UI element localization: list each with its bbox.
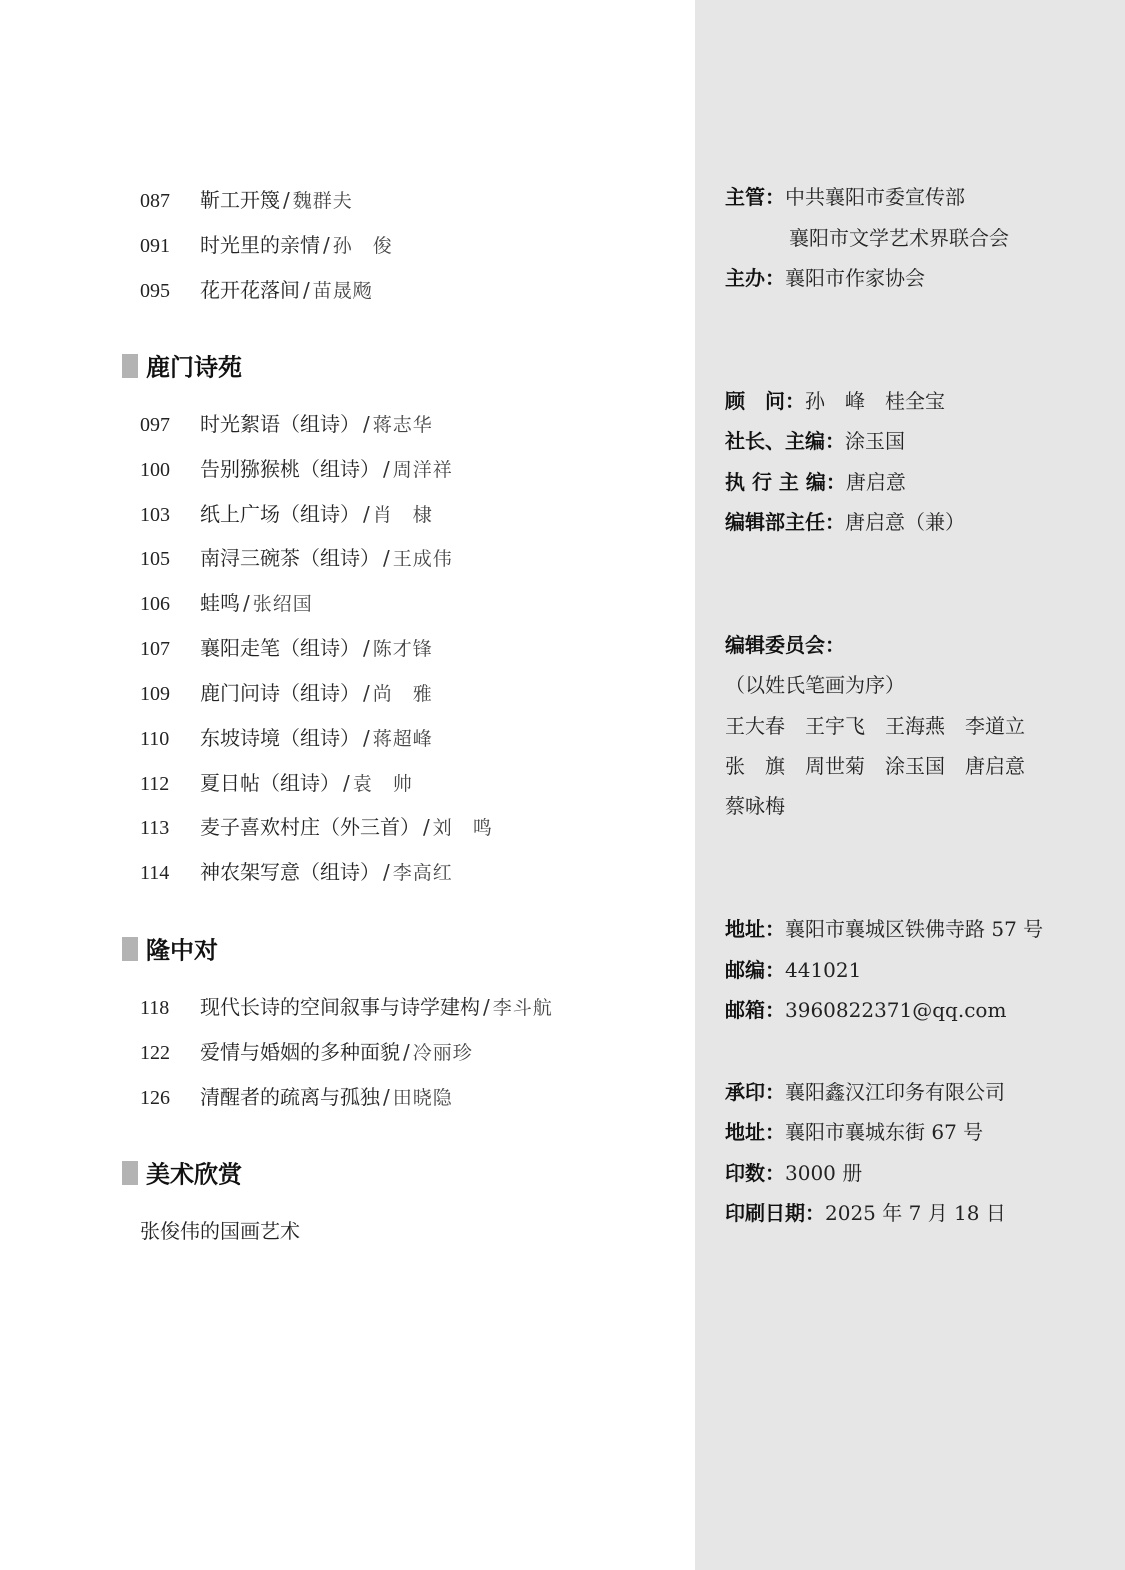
copies-label: 印数： — [725, 1161, 785, 1185]
entry-author: 王成伟 — [392, 548, 453, 570]
toc-entry — [140, 723, 433, 753]
printer-address-label: 地址： — [725, 1120, 785, 1144]
entry-author: 刘 鸣 — [432, 817, 493, 839]
entry-author: 冷丽珍 — [412, 1042, 473, 1064]
page-number: 097 — [140, 414, 170, 436]
committee-note-text: （以姓氏笔画为序） — [725, 673, 905, 697]
entry-title: 蛙鸣 — [200, 591, 240, 615]
entry-author: 蒋超峰 — [372, 728, 433, 750]
toc-entry — [140, 812, 493, 842]
entry-author: 周洋祥 — [392, 459, 453, 481]
separator: / — [363, 502, 370, 526]
committee-heading — [725, 630, 845, 660]
entry-title: 现代长诗的空间叙事与诗学建构 — [200, 995, 480, 1019]
entry-title: 襄阳走笔（组诗） — [200, 636, 360, 660]
separator: / — [343, 771, 350, 795]
postcode-line — [725, 955, 861, 985]
committee-member: 李道立 — [965, 714, 1025, 738]
page-number: 113 — [140, 817, 170, 839]
supervisor-value-2: 襄阳市文学艺术界联合会 — [789, 226, 1009, 250]
separator: / — [243, 591, 250, 615]
separator: / — [363, 636, 370, 660]
department-director-line — [725, 507, 965, 537]
sponsor-line — [725, 263, 925, 293]
page-number: 107 — [140, 638, 170, 660]
department-director-label: 编辑部主任： — [725, 510, 845, 534]
committee-member: 王大春 — [725, 714, 785, 738]
entry-title: 清醒者的疏离与孤独 — [200, 1085, 380, 1109]
email-line — [725, 995, 1006, 1025]
copies-line — [725, 1158, 862, 1188]
address-value: 襄阳市襄城区铁佛寺路 57 号 — [785, 917, 1044, 941]
page-number: 114 — [140, 862, 170, 884]
page-number: 109 — [140, 683, 170, 705]
toc-entry — [140, 499, 433, 529]
entry-author: 陈才锋 — [372, 638, 433, 660]
chief-editor-value: 涂玉国 — [845, 429, 905, 453]
toc-entry — [140, 275, 373, 305]
print-date-label: 印刷日期： — [725, 1201, 825, 1225]
committee-member: 张 旗 — [725, 754, 785, 778]
entry-title: 爱情与婚姻的多种面貌 — [200, 1040, 400, 1064]
advisor-value: 孙 峰 桂全宝 — [805, 389, 945, 413]
print-date-value: 2025 年 7 月 18 日 — [825, 1201, 1006, 1225]
entry-author: 苗晟飏 — [312, 280, 373, 302]
entry-author: 李斗航 — [492, 997, 553, 1019]
chief-editor-line — [725, 426, 905, 456]
entry-author: 蒋志华 — [372, 414, 433, 436]
executive-editor-label: 执 行 主 编： — [725, 470, 846, 494]
entry-author: 田晓隐 — [392, 1087, 453, 1109]
printer-label: 承印： — [725, 1080, 785, 1104]
section-title: 鹿门诗苑 — [146, 352, 242, 382]
chief-editor-label: 社长、主编： — [725, 429, 845, 453]
separator: / — [483, 995, 490, 1019]
separator: / — [383, 1085, 390, 1109]
entry-title: 花开花落间 — [200, 278, 300, 302]
toc-entry — [140, 185, 353, 215]
sponsor-value: 襄阳市作家协会 — [785, 266, 925, 290]
section-marker — [122, 354, 138, 378]
executive-editor-value: 唐启意 — [845, 470, 906, 494]
toc-entry — [140, 454, 453, 484]
toc-entry — [140, 1082, 453, 1112]
entry-author: 李高红 — [392, 862, 453, 884]
separator: / — [283, 188, 290, 212]
separator: / — [383, 860, 390, 884]
entry-title: 南浔三碗茶（组诗） — [200, 546, 380, 570]
printer-address-line — [725, 1117, 983, 1147]
committee-note — [725, 670, 905, 700]
printer-line — [725, 1077, 1005, 1107]
toc-entry — [140, 409, 433, 439]
committee-row — [725, 711, 1045, 741]
page-number: 100 — [140, 459, 170, 481]
section-heading — [122, 1159, 242, 1189]
separator: / — [363, 726, 370, 750]
advisor-line — [725, 386, 945, 416]
toc-entry — [140, 857, 453, 887]
entry-title: 神农架写意（组诗） — [200, 860, 380, 884]
entry-author: 孙 俊 — [332, 235, 393, 257]
print-date-line — [725, 1198, 1006, 1228]
entry-title: 纸上广场（组诗） — [200, 502, 360, 526]
page-number: 095 — [140, 280, 170, 302]
entry-title: 时光里的亲情 — [200, 233, 320, 257]
toc-entry — [140, 1037, 473, 1067]
supervisor-line-2 — [789, 223, 1009, 253]
separator: / — [383, 457, 390, 481]
section-marker — [122, 1161, 138, 1185]
copies-value: 3000 册 — [785, 1161, 863, 1185]
page-number: 091 — [140, 235, 170, 257]
separator: / — [323, 233, 330, 257]
executive-editor-line — [725, 467, 906, 497]
committee-label: 编辑委员会： — [725, 633, 845, 657]
toc-entry — [140, 992, 553, 1022]
supervisor-value: 中共襄阳市委宣传部 — [785, 185, 965, 209]
supervisor-line — [725, 182, 965, 212]
entry-title: 靳工开篾 — [200, 188, 280, 212]
email-value: 3960822371@qq.com — [785, 998, 1007, 1022]
committee-member: 蔡咏梅 — [725, 794, 785, 818]
supervisor-label: 主管： — [725, 185, 785, 209]
printer-value: 襄阳鑫汉江印务有限公司 — [785, 1080, 1005, 1104]
department-director-value: 唐启意（兼） — [845, 510, 965, 534]
section-title: 隆中对 — [146, 935, 218, 965]
committee-member: 周世菊 — [805, 754, 865, 778]
section-marker — [122, 937, 138, 961]
entry-author: 张绍国 — [252, 593, 313, 615]
page-number: 122 — [140, 1042, 170, 1064]
committee-row — [725, 791, 805, 821]
page-number: 110 — [140, 728, 170, 750]
printer-address-value: 襄阳市襄城东街 67 号 — [785, 1120, 984, 1144]
page-number: 105 — [140, 548, 170, 570]
page-number: 106 — [140, 593, 170, 615]
committee-row — [725, 751, 1045, 781]
art-feature-item: 张俊伟的国画艺术 — [140, 1219, 300, 1243]
toc-entry — [140, 633, 433, 663]
toc-entry — [140, 678, 433, 708]
page-number: 112 — [140, 773, 170, 795]
separator: / — [403, 1040, 410, 1064]
page-number: 103 — [140, 504, 170, 526]
section-heading — [122, 352, 242, 382]
entry-title: 鹿门问诗（组诗） — [200, 681, 360, 705]
separator: / — [423, 815, 430, 839]
committee-member: 王海燕 — [885, 714, 945, 738]
section-heading — [122, 935, 218, 965]
entry-title: 麦子喜欢村庄（外三首） — [200, 815, 420, 839]
entry-author: 袁 帅 — [352, 773, 413, 795]
entry-author: 魏群夫 — [292, 190, 353, 212]
page-number: 126 — [140, 1087, 170, 1109]
committee-member: 唐启意 — [965, 754, 1025, 778]
page-number: 087 — [140, 190, 170, 212]
entry-author: 肖 棣 — [372, 504, 433, 526]
entry-title: 夏日帖（组诗） — [200, 771, 340, 795]
toc-entry — [140, 543, 453, 573]
separator: / — [303, 278, 310, 302]
toc-entry — [140, 768, 413, 798]
section-title: 美术欣赏 — [146, 1159, 242, 1189]
entry-title: 时光絮语（组诗） — [200, 412, 360, 436]
entry-title: 告别猕猴桃（组诗） — [200, 457, 380, 481]
entry-author: 尚 雅 — [372, 683, 433, 705]
address-line — [725, 914, 1043, 944]
sponsor-label: 主办： — [725, 266, 785, 290]
address-label: 地址： — [725, 917, 785, 941]
separator: / — [383, 546, 390, 570]
postcode-value: 441021 — [785, 958, 862, 982]
page-number: 118 — [140, 997, 170, 1019]
toc-entry — [140, 588, 313, 618]
toc-entry — [140, 230, 393, 260]
entry-title: 东坡诗境（组诗） — [200, 726, 360, 750]
postcode-label: 邮编： — [725, 958, 785, 982]
separator: / — [363, 681, 370, 705]
committee-member: 涂玉国 — [885, 754, 945, 778]
advisor-label: 顾 问： — [725, 389, 805, 413]
separator: / — [363, 412, 370, 436]
committee-member: 王宇飞 — [805, 714, 865, 738]
email-label: 邮箱： — [725, 998, 785, 1022]
